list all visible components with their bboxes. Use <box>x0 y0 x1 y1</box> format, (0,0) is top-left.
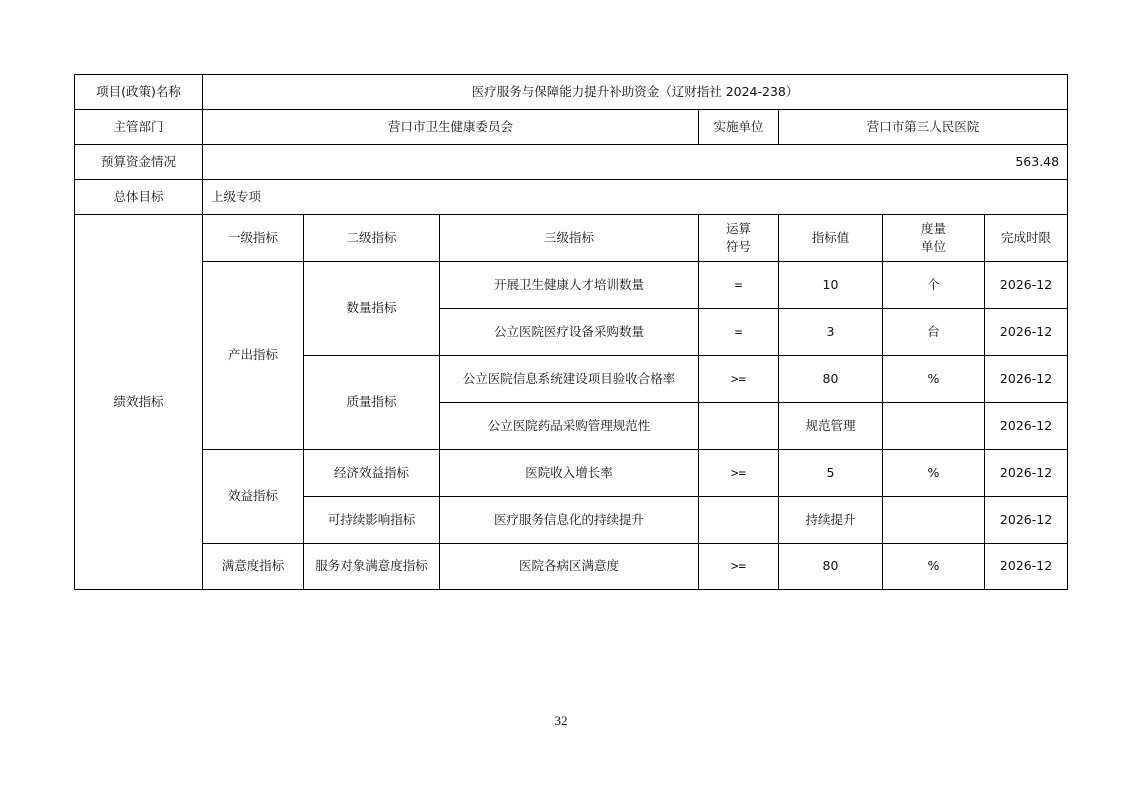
project-name-value: 医疗服务与保障能力提升补助资金（辽财指社 2024-238） <box>203 75 1068 110</box>
indicator-deadline: 2026-12 <box>985 450 1068 497</box>
indicator-unit: % <box>883 356 985 403</box>
table-row <box>75 450 1068 497</box>
department-row <box>75 110 1068 145</box>
indicator-unit: % <box>883 450 985 497</box>
subgroup-quantity: 数量指标 <box>304 262 440 356</box>
indicator-value: 80 <box>779 356 883 403</box>
indicator-deadline: 2026-12 <box>985 262 1068 309</box>
col-deadline-header: 完成时限 <box>985 215 1068 262</box>
indicator-deadline: 2026-12 <box>985 497 1068 544</box>
perf-label: 绩效指标 <box>75 215 203 590</box>
indicator-unit: % <box>883 544 985 590</box>
budget-label: 预算资金情况 <box>75 145 203 180</box>
indicator-unit: 台 <box>883 309 985 356</box>
indicator-unit: 个 <box>883 262 985 309</box>
col-operator-line2: 符号 <box>725 239 751 254</box>
group-benefit: 效益指标 <box>203 450 304 544</box>
indicator-unit <box>883 497 985 544</box>
subgroup-service: 服务对象满意度指标 <box>304 544 440 590</box>
indicator-operator: >= <box>699 356 779 403</box>
indicator-name: 医院各病区满意度 <box>440 544 699 590</box>
col-value-header: 指标值 <box>779 215 883 262</box>
impl-unit-value: 营口市第三人民医院 <box>779 110 1068 145</box>
indicator-operator: = <box>699 309 779 356</box>
dept-label: 主管部门 <box>75 110 203 145</box>
indicator-name: 开展卫生健康人才培训数量 <box>440 262 699 309</box>
indicator-name: 医疗服务信息化的持续提升 <box>440 497 699 544</box>
page-number: 32 <box>554 713 568 728</box>
goal-row <box>75 180 1068 215</box>
goal-label: 总体目标 <box>75 180 203 215</box>
col-operator-line1: 运算 <box>725 220 751 236</box>
col-unit-line1: 度量 <box>920 220 946 236</box>
subgroup-sustain: 可持续影响指标 <box>304 497 440 544</box>
project-name-label: 项目(政策)名称 <box>75 75 203 110</box>
indicator-operator <box>699 403 779 450</box>
col-level2-header: 二级指标 <box>304 215 440 262</box>
indicator-deadline: 2026-12 <box>985 544 1068 590</box>
indicator-unit <box>883 403 985 450</box>
indicator-name: 公立医院医疗设备采购数量 <box>440 309 699 356</box>
performance-table <box>74 74 1068 590</box>
indicator-value: 3 <box>779 309 883 356</box>
group-output: 产出指标 <box>203 262 304 450</box>
col-operator-header <box>699 215 779 262</box>
subgroup-economic: 经济效益指标 <box>304 450 440 497</box>
indicator-deadline: 2026-12 <box>985 356 1068 403</box>
budget-row <box>75 145 1068 180</box>
table-row <box>75 544 1068 590</box>
indicator-name: 公立医院药品采购管理规范性 <box>440 403 699 450</box>
indicator-operator: >= <box>699 450 779 497</box>
col-level3-header: 三级指标 <box>440 215 699 262</box>
indicator-operator: = <box>699 262 779 309</box>
perf-header-row <box>75 215 1068 262</box>
indicator-value: 10 <box>779 262 883 309</box>
goal-value: 上级专项 <box>203 180 1068 215</box>
indicator-value: 5 <box>779 450 883 497</box>
col-unit-header <box>883 215 985 262</box>
indicator-value: 持续提升 <box>779 497 883 544</box>
col-unit-line2: 单位 <box>920 239 946 254</box>
table-row <box>75 262 1068 309</box>
budget-value: 563.48 <box>203 145 1068 180</box>
indicator-value: 规范管理 <box>779 403 883 450</box>
indicator-name: 医院收入增长率 <box>440 450 699 497</box>
indicator-operator <box>699 497 779 544</box>
dept-value: 营口市卫生健康委员会 <box>203 110 699 145</box>
group-satisfaction: 满意度指标 <box>203 544 304 590</box>
indicator-deadline: 2026-12 <box>985 309 1068 356</box>
impl-unit-label: 实施单位 <box>699 110 779 145</box>
project-name-row <box>75 75 1068 110</box>
indicator-name: 公立医院信息系统建设项目验收合格率 <box>440 356 699 403</box>
indicator-value: 80 <box>779 544 883 590</box>
subgroup-quality: 质量指标 <box>304 356 440 450</box>
indicator-deadline: 2026-12 <box>985 403 1068 450</box>
col-level1-header: 一级指标 <box>203 215 304 262</box>
indicator-operator: >= <box>699 544 779 590</box>
